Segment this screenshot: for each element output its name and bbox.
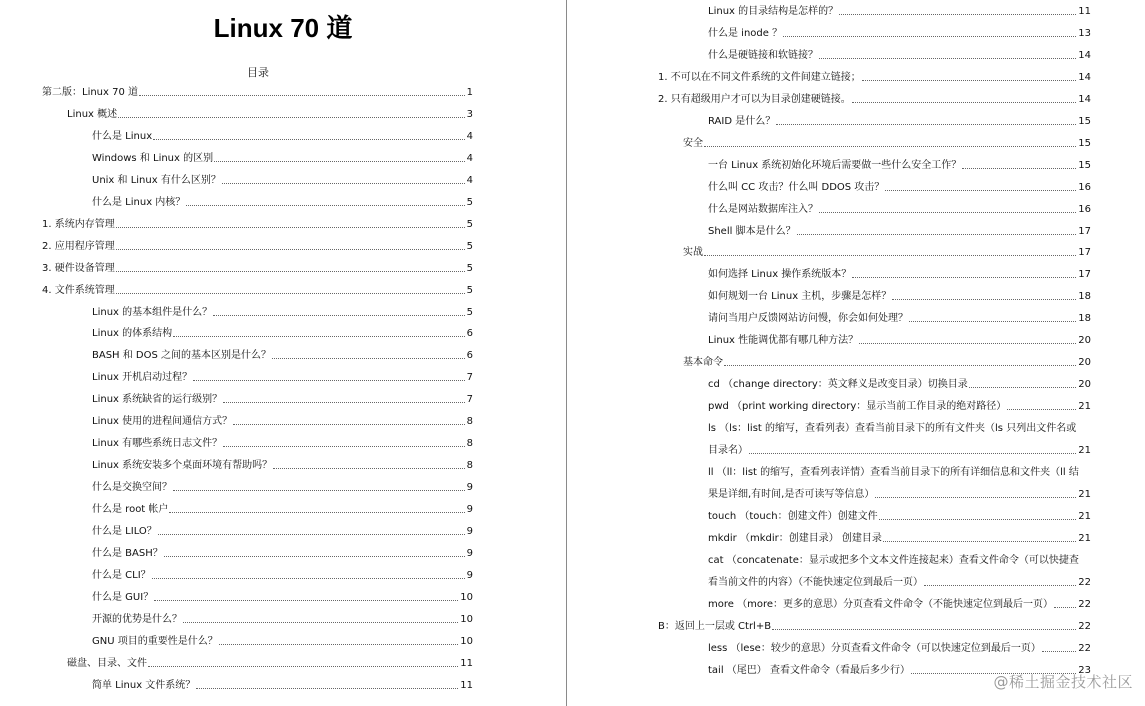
toc-entry[interactable] — [92, 194, 473, 210]
toc-entry-title: cat （concatenate：显示或把多个文本文件连接起来）查看文件命令（可以快捷查 — [708, 554, 1079, 566]
toc-entry-page-number: 3 — [466, 108, 473, 120]
toc-entry-page-number: 14 — [1078, 71, 1091, 83]
dot-leader — [186, 205, 464, 206]
dot-leader — [116, 271, 465, 272]
dot-leader — [969, 387, 1077, 388]
dot-leader — [164, 556, 465, 557]
toc-entry-title: 如何选择 Linux 操作系统版本？ — [708, 269, 852, 281]
toc-entry-page-number: 9 — [466, 547, 473, 559]
toc-entry[interactable] — [658, 618, 1091, 634]
toc-entry[interactable] — [708, 223, 1091, 239]
watermark-text: @稀土掘金技术社区 — [993, 673, 1133, 691]
toc-entry[interactable] — [658, 91, 1091, 107]
toc-entry-title: 目录名） — [708, 445, 748, 456]
dot-leader — [749, 453, 1076, 454]
dot-leader — [193, 380, 465, 381]
dot-leader — [839, 14, 1076, 15]
toc-entry-page-number: 18 — [1078, 313, 1091, 325]
toc-entry[interactable] — [708, 552, 1079, 568]
toc-entry-title: 如何规划一台 Linux 主机，步骤是怎样？ — [708, 291, 892, 303]
dot-leader — [852, 277, 1076, 278]
dot-leader — [214, 161, 465, 162]
dot-leader — [158, 534, 465, 535]
toc-entry-title: 1. 不可以在不同文件系统的文件间建立链接； — [658, 71, 861, 83]
toc-entry-title: 果是详细,有时间,是否可读写等信息） — [708, 488, 875, 500]
toc-entry-title: 开源的优势是什么？ — [92, 613, 182, 625]
toc-entry[interactable] — [708, 464, 1079, 480]
toc-entry-page-number: 11 — [460, 657, 473, 669]
toc-entry[interactable] — [92, 435, 473, 451]
dot-leader — [862, 80, 1077, 81]
toc-entry[interactable] — [92, 172, 473, 188]
toc-entry[interactable] — [708, 398, 1091, 414]
toc-entry-page-number: 5 — [466, 240, 473, 252]
toc-entry[interactable] — [708, 288, 1091, 304]
toc-entry[interactable] — [92, 501, 473, 517]
toc-entry-page-number: 9 — [466, 504, 473, 516]
toc-entry-page-number: 6 — [466, 328, 473, 340]
toc-entry-title: cd （change directory：英文释义是改变目录）切换目录 — [708, 379, 968, 391]
toc-entry-page-number: 21 — [1078, 488, 1091, 500]
dot-leader — [819, 58, 1076, 59]
toc-entry[interactable] — [708, 310, 1091, 326]
toc-entry-title: Linux 系统安装多个桌面环境有帮助吗？ — [92, 460, 273, 472]
toc-entry[interactable] — [92, 369, 473, 385]
dot-leader — [139, 95, 465, 96]
dot-leader — [219, 644, 459, 645]
toc-entry-title: 请问当用户反馈网站访问慢，你会如何处理？ — [708, 313, 908, 325]
toc-entry-title: mkdir （mkdir：创建目录） 创建目录 — [708, 532, 882, 544]
dot-leader — [909, 321, 1076, 322]
toc-entry-title: Linux 系统缺省的运行级别？ — [92, 394, 223, 406]
dot-leader — [885, 190, 1076, 191]
toc-entry-page-number: 10 — [460, 613, 473, 625]
toc-entry[interactable] — [92, 457, 473, 473]
dot-leader — [222, 183, 465, 184]
dot-leader — [875, 497, 1076, 498]
dot-leader — [772, 629, 1076, 630]
toc-entry-page-number: 22 — [1078, 598, 1091, 610]
toc-entry-title: 什么是 inode ？ — [708, 27, 783, 39]
right-page — [568, 0, 1145, 706]
toc-entry-title: ll （ll：list 的缩写，查看列表详情）查看当前目录下的所有详细信息和文件夹（ll 结 — [708, 466, 1079, 478]
toc-entry-title: 基本命令 — [683, 357, 723, 369]
dot-leader — [148, 666, 458, 667]
toc-entry-page-number: 13 — [1078, 27, 1091, 39]
toc-entry-title: 什么是 root 帐户 — [92, 504, 169, 516]
toc-entry-title: 什么是交换空间？ — [92, 482, 172, 494]
toc-entry-title: more （more：更多的意思）分页查看文件命令（不能快速定位到最后一页） — [708, 598, 1053, 610]
toc-entry-title: 4. 文件系统管理 — [42, 284, 115, 296]
toc-entry[interactable] — [92, 633, 473, 649]
toc-entry-title: Unix 和 Linux 有什么区别？ — [92, 174, 221, 186]
dot-leader — [116, 249, 465, 250]
toc-entry[interactable] — [92, 523, 473, 539]
dot-leader — [116, 227, 465, 228]
toc-entry[interactable] — [42, 84, 473, 100]
dot-leader — [883, 541, 1076, 542]
dot-leader — [152, 578, 465, 579]
toc-entry-title: 第二版：Linux 70 道 — [42, 87, 139, 98]
toc-entry-page-number: 18 — [1078, 291, 1091, 303]
toc-entry-title: BASH 和 DOS 之间的基本区别是什么？ — [92, 350, 272, 362]
toc-entry[interactable] — [658, 69, 1091, 85]
toc-entry[interactable] — [92, 150, 473, 166]
toc-entry[interactable] — [42, 216, 473, 232]
toc-entry[interactable] — [708, 113, 1091, 129]
toc-entry-title: 什么是 CLI？ — [92, 569, 151, 581]
toc-entry-page-number: 20 — [1078, 379, 1091, 391]
toc-entry[interactable] — [42, 260, 473, 276]
dot-leader — [154, 600, 458, 601]
dot-leader — [223, 402, 465, 403]
dot-leader — [776, 124, 1076, 125]
toc-entry-page-number: 16 — [1078, 181, 1091, 193]
toc-entry[interactable] — [683, 135, 1091, 151]
toc-entry-page-number: 6 — [466, 350, 473, 362]
dot-leader — [892, 299, 1076, 300]
dot-leader — [173, 490, 465, 491]
toc-entry-page-number: 21 — [1078, 532, 1091, 544]
toc-entry[interactable] — [708, 157, 1091, 173]
toc-entry-page-number: 22 — [1078, 642, 1091, 654]
toc-entry-title: 简单 Linux 文件系统？ — [92, 679, 196, 691]
dot-leader — [173, 336, 465, 337]
toc-entry[interactable] — [708, 266, 1091, 282]
toc-entry[interactable] — [708, 332, 1091, 348]
toc-entry-title: pwd （print working directory：显示当前工作目录的绝对路径） — [708, 401, 1007, 413]
dot-leader — [223, 446, 465, 447]
toc-entry-page-number: 8 — [466, 438, 473, 450]
toc-entry-title: 什么是硬链接和软链接？ — [708, 49, 818, 61]
toc-entry-title: 2. 只有超级用户才可以为目录创建硬链接。 — [658, 93, 851, 105]
dot-leader — [183, 622, 458, 623]
toc-entry-title: 什么是 Linux 内核？ — [92, 196, 186, 208]
dot-leader — [859, 343, 1076, 344]
toc-entry-page-number: 4 — [466, 152, 473, 164]
toc-entry-title: 什么是 BASH？ — [92, 547, 163, 559]
toc-entry-title: tail （尾巴） 查看文件命令（看最后多少行） — [708, 664, 910, 676]
toc-entry-title: Linux 的目录结构是怎样的？ — [708, 6, 839, 17]
toc-entry-page-number: 16 — [1078, 203, 1091, 215]
toc-heading: 目录 — [247, 66, 269, 79]
toc-entry-page-number: 9 — [466, 526, 473, 537]
toc-entry-page-number: 14 — [1078, 93, 1091, 105]
page-divider — [566, 0, 567, 706]
toc-entry-title: 2. 应用程序管理 — [42, 240, 115, 252]
toc-entry-page-number: 20 — [1078, 335, 1091, 347]
dot-leader — [797, 234, 1077, 235]
toc-entry-page-number: 8 — [466, 460, 473, 472]
toc-entry-page-number: 4 — [466, 130, 473, 142]
toc-entry-title: 磁盘、目录、文件 — [67, 657, 147, 669]
toc-entry-page-number: 10 — [460, 591, 473, 603]
toc-entry[interactable] — [92, 545, 473, 561]
toc-entry-page-number: 7 — [466, 394, 473, 406]
toc-entry-title: GNU 项目的重要性是什么？ — [92, 635, 218, 647]
toc-entry[interactable] — [708, 640, 1091, 656]
dot-leader — [962, 168, 1076, 169]
toc-entry-title: Linux 的基本组件是什么？ — [92, 306, 213, 318]
toc-entry-page-number: 11 — [460, 679, 473, 691]
toc-entry-page-number: 17 — [1078, 269, 1091, 281]
dot-leader — [116, 293, 465, 294]
dot-leader — [153, 139, 465, 140]
toc-entry-page-number: 10 — [460, 635, 473, 647]
dot-leader — [924, 585, 1076, 586]
toc-entry-page-number: 5 — [466, 196, 473, 208]
dot-leader — [196, 688, 458, 689]
toc-entry-title: Linux 的体系结构 — [92, 328, 173, 340]
dot-leader — [879, 519, 1077, 520]
toc-entry[interactable] — [683, 354, 1091, 370]
toc-entry-title: 什么是 LILO？ — [92, 526, 157, 537]
toc-entry-page-number: 22 — [1078, 620, 1091, 632]
toc-entry[interactable] — [708, 442, 1091, 458]
dot-leader — [704, 255, 1076, 256]
toc-entry-title: 实战 — [683, 247, 703, 259]
toc-entry-page-number: 14 — [1078, 49, 1091, 61]
toc-entry[interactable] — [708, 47, 1091, 63]
toc-entry-page-number: 17 — [1078, 225, 1091, 237]
toc-entry[interactable] — [42, 238, 473, 254]
toc-entry-title: Linux 有哪些系统日志文件？ — [92, 438, 223, 450]
toc-entry[interactable] — [708, 530, 1091, 546]
toc-entry-page-number: 21 — [1078, 445, 1091, 456]
toc-entry[interactable] — [708, 574, 1091, 590]
dot-leader — [783, 36, 1076, 37]
dot-leader — [169, 512, 464, 513]
toc-entry-page-number: 7 — [466, 372, 473, 384]
toc-entry-page-number: 20 — [1078, 357, 1091, 369]
toc-entry[interactable] — [92, 391, 473, 407]
dot-leader — [819, 212, 1076, 213]
toc-entry-page-number: 17 — [1078, 247, 1091, 259]
dot-leader — [852, 102, 1077, 103]
toc-entry-page-number: 11 — [1078, 6, 1091, 17]
toc-entry-title: Linux 性能调优都有哪几种方法？ — [708, 335, 859, 347]
toc-entry[interactable] — [92, 611, 473, 627]
toc-entry[interactable] — [42, 282, 473, 298]
toc-entry-page-number: 21 — [1078, 510, 1091, 522]
dot-leader — [273, 468, 465, 469]
toc-entry-page-number: 22 — [1078, 576, 1091, 588]
toc-entry-page-number: 5 — [466, 306, 473, 318]
toc-entry[interactable] — [708, 25, 1091, 41]
toc-entry-title: Linux 开机启动过程？ — [92, 372, 193, 384]
toc-entry[interactable] — [92, 589, 473, 605]
toc-entry-title: Windows 和 Linux 的区别 — [92, 152, 214, 164]
toc-entry[interactable] — [708, 420, 1076, 436]
toc-entry[interactable] — [92, 347, 473, 363]
toc-entry-page-number: 9 — [466, 482, 473, 494]
document-title: Linux 70 道 — [213, 13, 353, 43]
toc-entry[interactable] — [67, 655, 473, 671]
toc-entry-page-number: 5 — [466, 218, 473, 230]
toc-entry[interactable] — [708, 376, 1091, 392]
toc-entry-title: RAID 是什么？ — [708, 115, 776, 127]
toc-entry[interactable] — [92, 567, 473, 583]
toc-entry[interactable] — [708, 508, 1091, 524]
toc-entry-title: 什么叫 CC 攻击？什么叫 DDOS 攻击？ — [708, 181, 885, 193]
toc-entry[interactable] — [708, 201, 1091, 217]
dot-leader — [213, 315, 465, 316]
toc-entry[interactable] — [92, 479, 473, 495]
toc-entry[interactable] — [67, 106, 473, 122]
toc-entry[interactable] — [92, 677, 473, 693]
dot-leader — [704, 146, 1076, 147]
toc-entry-title: 什么是 Linux — [92, 130, 153, 142]
toc-entry-title: less （lese：较少的意思）分页查看文件命令（可以快速定位到最后一页） — [708, 642, 1041, 654]
toc-entry[interactable] — [708, 3, 1091, 19]
dot-leader — [724, 365, 1076, 366]
toc-entry-title: Shell 脚本是什么？ — [708, 225, 796, 237]
toc-entry[interactable] — [92, 128, 473, 144]
toc-entry-page-number: 5 — [466, 284, 473, 296]
toc-entry[interactable] — [92, 325, 473, 341]
toc-entry-page-number: 23 — [1078, 664, 1091, 676]
toc-entry-page-number: 15 — [1078, 137, 1091, 149]
toc-entry-page-number: 1 — [466, 87, 473, 98]
toc-entry-page-number: 15 — [1078, 159, 1091, 171]
toc-entry-title: 一台 Linux 系统初始化环境后需要做一些什么安全工作？ — [708, 159, 962, 171]
toc-entry-title: ls （ls：list 的缩写，查看列表）查看当前目录下的所有文件夹（ls 只列出文件名或 — [708, 423, 1077, 435]
toc-entry-page-number: 9 — [466, 569, 473, 581]
dot-leader — [1042, 651, 1076, 652]
toc-entry-title: 3. 硬件设备管理 — [42, 262, 115, 274]
dot-leader — [1054, 607, 1076, 608]
dot-leader — [1007, 409, 1076, 410]
toc-entry-title: touch （touch：创建文件）创建文件 — [708, 510, 878, 522]
toc-entry-title: B：返回上一层或 Ctrl+B — [658, 620, 772, 632]
toc-entry-page-number: 15 — [1078, 115, 1091, 127]
toc-entry-page-number: 5 — [466, 262, 473, 274]
toc-entry-title: Linux 概述 — [67, 108, 118, 120]
toc-entry-title: 1. 系统内存管理 — [42, 218, 115, 230]
left-page — [0, 0, 566, 706]
toc-entry-title: 什么是 GUI？ — [92, 591, 154, 603]
toc-entry-title: 安全 — [683, 137, 703, 149]
toc-entry-page-number: 4 — [466, 174, 473, 186]
toc-entry[interactable] — [708, 486, 1091, 502]
dot-leader — [118, 117, 465, 118]
toc-entry[interactable] — [708, 596, 1091, 612]
dot-leader — [233, 424, 465, 425]
toc-entry-title: Linux 使用的进程间通信方式？ — [92, 416, 233, 428]
toc-entry-title: 看当前文件的内容）（不能快速定位到最后一页） — [708, 576, 923, 588]
toc-entry[interactable] — [92, 413, 473, 429]
toc-entry-page-number: 21 — [1078, 401, 1091, 413]
toc-entry-page-number: 8 — [466, 416, 473, 428]
dot-leader — [272, 358, 465, 359]
toc-entry[interactable] — [708, 179, 1091, 195]
toc-entry[interactable] — [683, 244, 1091, 260]
toc-entry[interactable] — [92, 304, 473, 320]
toc-entry-title: 什么是网站数据库注入？ — [708, 203, 818, 215]
